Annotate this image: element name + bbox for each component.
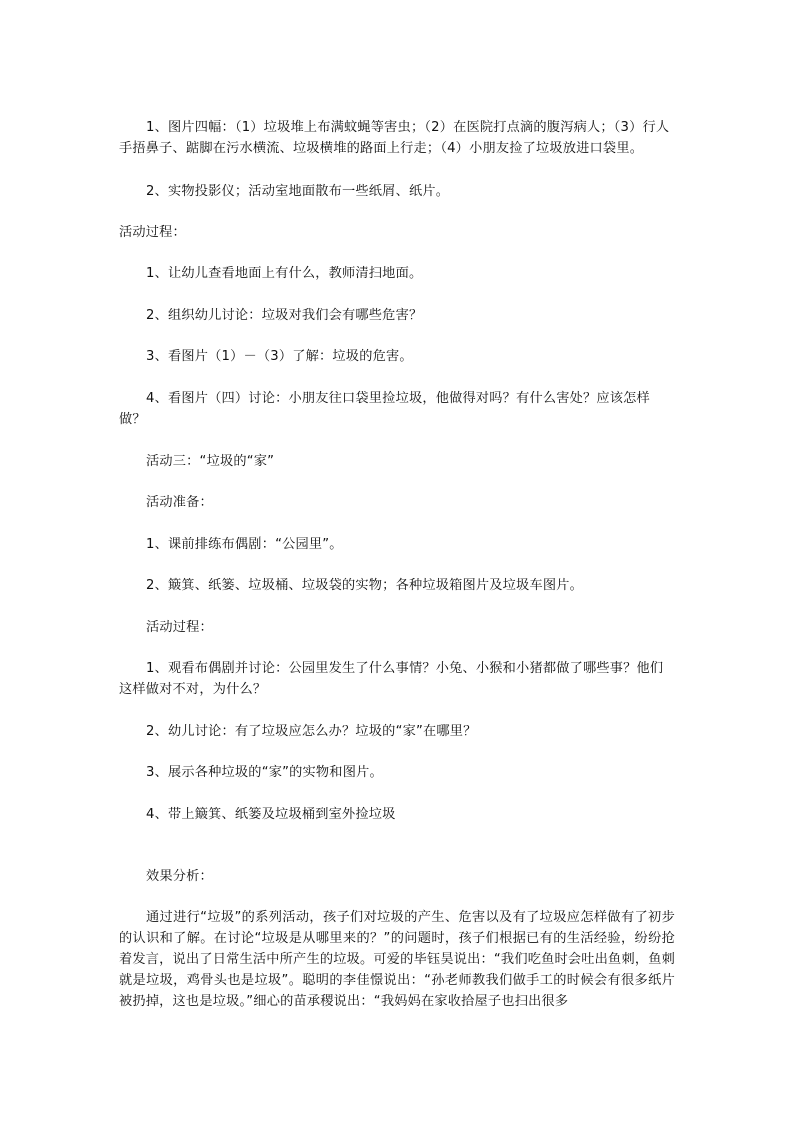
process-heading-2: 活动过程： bbox=[146, 620, 213, 635]
process-1-item-2: 2、组织幼儿讨论：垃圾对我们会有哪些危害？ bbox=[146, 308, 423, 323]
prep-item-1: 1、图片四幅：（1）垃圾堆上布满蚊蝇等害虫；（2）在医院打点滴的腹泻病人；（3）行人手捂鼻子、踮脚在污水横流、垃圾横堆的路面上行走；（4）小朋友捡了垃圾放进口袋里。 bbox=[119, 120, 670, 156]
process-2-item-2: 2、幼儿讨论：有了垃圾应怎么办？垃圾的“家”在哪里？ bbox=[146, 724, 477, 739]
process-1-item-4: 4、看图片（四）讨论：小朋友往口袋里捡垃圾，他做得对吗？有什么害处？应该怎样做？ bbox=[119, 391, 650, 427]
prep-heading: 活动准备： bbox=[146, 495, 213, 510]
prep2-item-2: 2、簸箕、纸篓、垃圾桶、垃圾袋的实物；各种垃圾箱图片及垃圾车图片。 bbox=[146, 578, 583, 593]
process-1-item-3: 3、看图片（1）－（3）了解：垃圾的危害。 bbox=[146, 349, 413, 364]
analysis-heading: 效果分析： bbox=[146, 869, 213, 884]
process-1-item-1: 1、让幼儿查看地面上有什么，教师清扫地面。 bbox=[146, 266, 423, 281]
analysis-paragraph: 通过进行“垃圾”的系列活动，孩子们对垃圾的产生、危害以及有了垃圾应怎样做有了初步的认识和了解。在讨论“垃圾是从哪里来的？”的问题时，孩子们根据已有的生活经验，纷纷抢着发言，说出了日常生活中所产生的垃圾。可爱的毕钰昊说出：“我们吃鱼时会吐出鱼刺，鱼刺就是垃圾，鸡骨头也是垃圾”。聪明的李佳憬说出：“孙老师教我们做手工的时候会有很多纸片被扔掉，这也是垃圾。”细心的苗承稷说出：“我妈妈在家收拾屋子也扫出很多 bbox=[119, 910, 675, 1009]
process-2-item-1: 1、观看布偶剧并讨论：公园里发生了什么事情？小兔、小猴和小猪都做了哪些事？他们这样做对不对，为什么？ bbox=[119, 661, 664, 697]
process-2-item-4: 4、带上簸箕、纸篓及垃圾桶到室外捡垃圾 bbox=[146, 807, 396, 822]
activity3-title: 活动三：“垃圾的“家” bbox=[146, 454, 275, 469]
prep-item-2: 2、实物投影仪；活动室地面散布一些纸屑、纸片。 bbox=[146, 184, 450, 199]
process-heading-1: 活动过程： bbox=[119, 225, 186, 240]
process-2-item-3: 3、展示各种垃圾的“家”的实物和图片。 bbox=[146, 765, 383, 780]
prep2-item-1: 1、课前排练布偶剧：“公园里”。 bbox=[146, 537, 343, 552]
